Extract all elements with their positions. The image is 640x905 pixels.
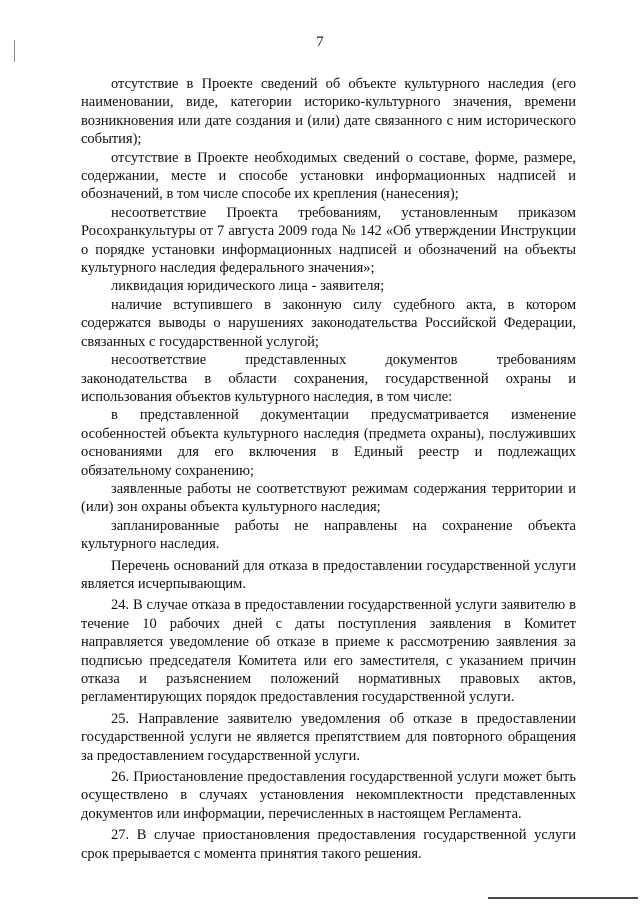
paragraph: наличие вступившего в законную силу судебного акта, в котором содержатся выводы о нарушениях законодательства Российской Федерации, связанных с государственной услугой; bbox=[81, 296, 576, 350]
document-body bbox=[81, 75, 576, 863]
paragraph: Перечень оснований для отказа в предоставлении государственной услуги является исчерпывающим. bbox=[81, 557, 576, 592]
page-number: 7 bbox=[316, 34, 324, 50]
paragraph: 24. В случае отказа в предоставлении государственной услуги заявителю в течение 10 рабочих дней с даты поступления заявления в Комитет направляется уведомление об отказе в приеме к рассмотрению заявления за подписью председателя Комитета или его заместителя, с указанием причин отказа и разъяснением положений нормативных правовых актов, регламентирующих порядок предоставления государственной услуги. bbox=[81, 597, 576, 706]
paragraph: в представленной документации предусматривается изменение особенностей объекта культурного наследия (предмета охраны), послуживших основаниями для его включения в Единый реестр и подлежащих обязательному сохранению; bbox=[81, 407, 576, 479]
paragraph: запланированные работы не направлены на сохранение объекта культурного наследия. bbox=[81, 517, 576, 553]
paragraph: 27. В случае приостановления предоставления государственной услуги срок прерывается с момента принятия такого решения. bbox=[81, 827, 576, 862]
paragraph: 26. Приостановление предоставления государственной услуги может быть осуществлено в случаях установления некомплектности представленных документов или информации, перечисленных в настоящем Регламента. bbox=[81, 769, 576, 822]
paragraph: отсутствие в Проекте сведений об объекте культурного наследия (его наименовании, виде, категории историко-культурного значения, времени возникновения или дате создания и (или) дате связанного с ним исторического события); bbox=[81, 76, 576, 148]
paragraph: несоответствие Проекта требованиям, установленным приказом Росохранкультуры от 7 августа 2009 года № 142 «Об утверждении Инструкции о порядке установки информационных надписей и обозначений на объекты культурного наследия федерального значения»; bbox=[81, 204, 576, 277]
scan-edge-line bbox=[488, 897, 638, 899]
paragraph: заявленные работы не соответствуют режимам содержания территории и (или) зон охраны объекта культурного наследия; bbox=[81, 480, 576, 516]
paragraph: 25. Направление заявителю уведомления об отказе в предоставлении государственной услуги не является препятствием для повторного обращения за предоставлением государственной услуги. bbox=[81, 710, 576, 764]
paragraph: несоответствие представленных документов требованиям законодательства в области сохранения, государственной охраны и использования объектов культурного наследия, в том числе: bbox=[81, 352, 576, 405]
paragraph: ликвидация юридического лица - заявителя; bbox=[111, 278, 385, 295]
paragraph: отсутствие в Проекте необходимых сведений о составе, форме, размере, содержании, месте и способе установки информационных надписей и обозначений, в том числе способе их крепления (нанесения); bbox=[81, 149, 576, 203]
